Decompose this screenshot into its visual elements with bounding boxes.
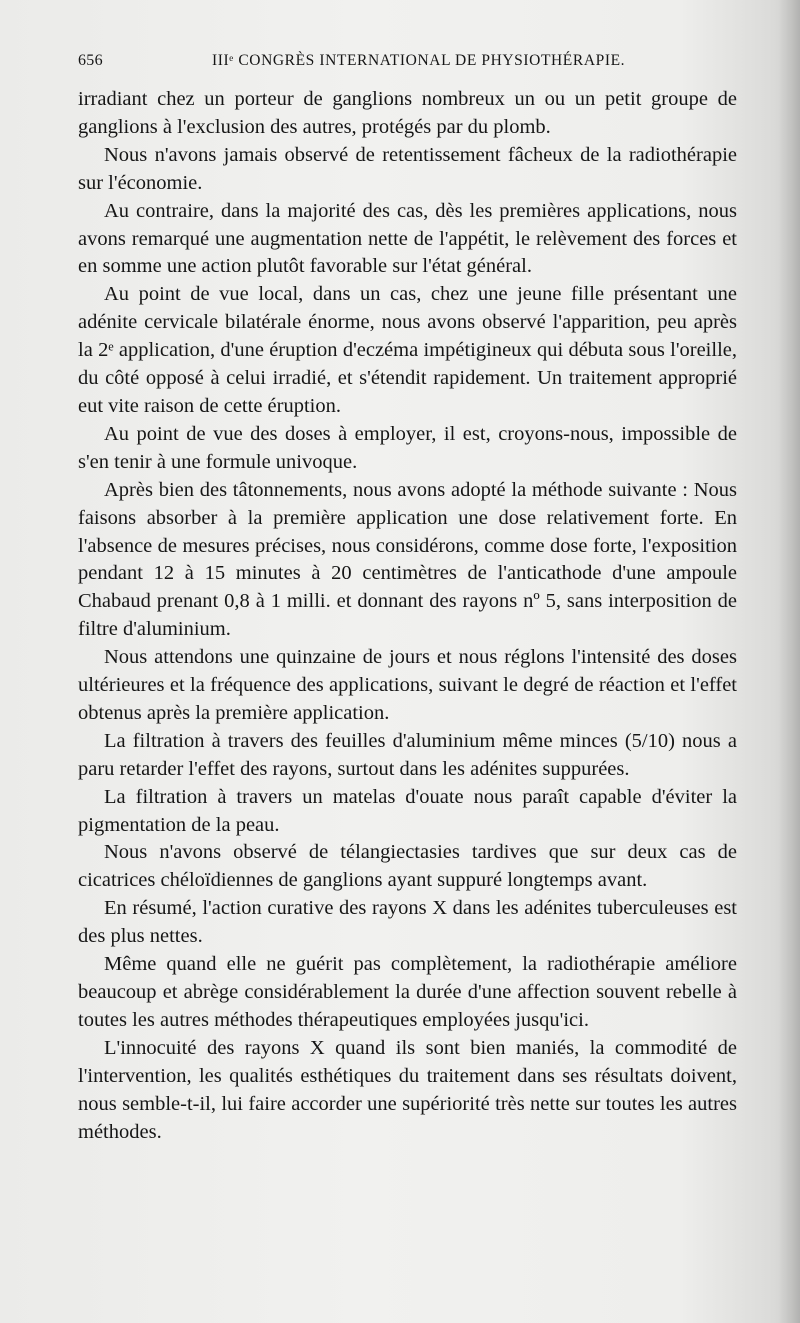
paragraph-7: Nous attendons une quinzaine de jours et nous réglons l'intensité des doses ultérieures et la fréquence des applications, suivant le degré de réaction et l'effet obtenus après la première application.	[78, 646, 737, 724]
body-text	[78, 86, 737, 1146]
page-header	[78, 47, 738, 77]
paragraph-6: Après bien des tâtonnements, nous avons adopté la méthode suivante : Nous faisons absorber à la première application une dose relativement forte. En l'absence de mesures précises, nous considérons, comme dose forte, l'exposition pendant 12 à 15 minutes à 20 centimètres de l'anticathode d'une ampoule Chabaud prenant 0,8 à 1 milli. et donnant des rayons nº 5, sans interposition de filtre d'aluminium.	[78, 478, 737, 641]
paragraph-2: Nous n'avons jamais observé de retentissement fâcheux de la radiothérapie sur l'économie.	[78, 143, 737, 194]
paragraph-13: L'innocuité des rayons X quand ils sont bien maniés, la commodité de l'intervention, les qualités esthétiques du traitement dans ses résultats doivent, nous semble-t-il, lui faire accorder une supériorité très nette sur toutes les autres méthodes.	[78, 1036, 737, 1143]
page-edge-shadow	[778, 0, 800, 1323]
paragraph-5: Au point de vue des doses à employer, il est, croyons-nous, impossible de s'en tenir à une formule univoque.	[78, 422, 737, 473]
paragraph-3: Au contraire, dans la majorité des cas, dès les premières applications, nous avons remarqué une augmentation nette de l'appétit, le relèvement des forces et en somme une action plutôt favorable sur l'état général.	[78, 199, 737, 278]
page-number: 656	[78, 52, 103, 69]
paragraph-11: En résumé, l'action curative des rayons X dans les adénites tuberculeuses est des plus nettes.	[78, 897, 737, 948]
paragraph-1: irradiant chez un porteur de ganglions nombreux un ou un petit groupe de ganglions à l'exclusion des autres, protégés par du plomb.	[78, 88, 737, 138]
paragraph-8: La filtration à travers des feuilles d'aluminium même minces (5/10) nous a paru retarder l'effet des rayons, surtout dans les adénites suppurées.	[78, 729, 737, 780]
paragraph-12: Même quand elle ne guérit pas complètement, la radiothérapie améliore beaucoup et abrège considérablement la durée d'une affection souvent rebelle à toutes les autres méthodes thérapeutiques employées jusqu'ici.	[78, 953, 737, 1031]
running-head: IIIᵉ CONGRÈS INTERNATIONAL DE PHYSIOTHÉRAPIE.	[212, 52, 626, 69]
paragraph-10: Nous n'avons observé de télangiectasies tardives que sur deux cas de cicatrices chéloïdiennes de ganglions ayant suppuré longtemps avant.	[78, 841, 737, 892]
paragraph-9: La filtration à travers un matelas d'ouate nous paraît capable d'éviter la pigmentation de la peau.	[78, 785, 737, 836]
paragraph-4: Au point de vue local, dans un cas, chez une jeune fille présentant une adénite cervicale bilatérale énorme, nous avons observé l'apparition, peu après la 2ᵉ application, d'une éruption d'eczéma impétigineux qui débuta sous l'oreille, du côté opposé à celui irradié, et s'étendit rapidement. Un traitement approprié eut vite raison de cette éruption.	[78, 283, 737, 417]
